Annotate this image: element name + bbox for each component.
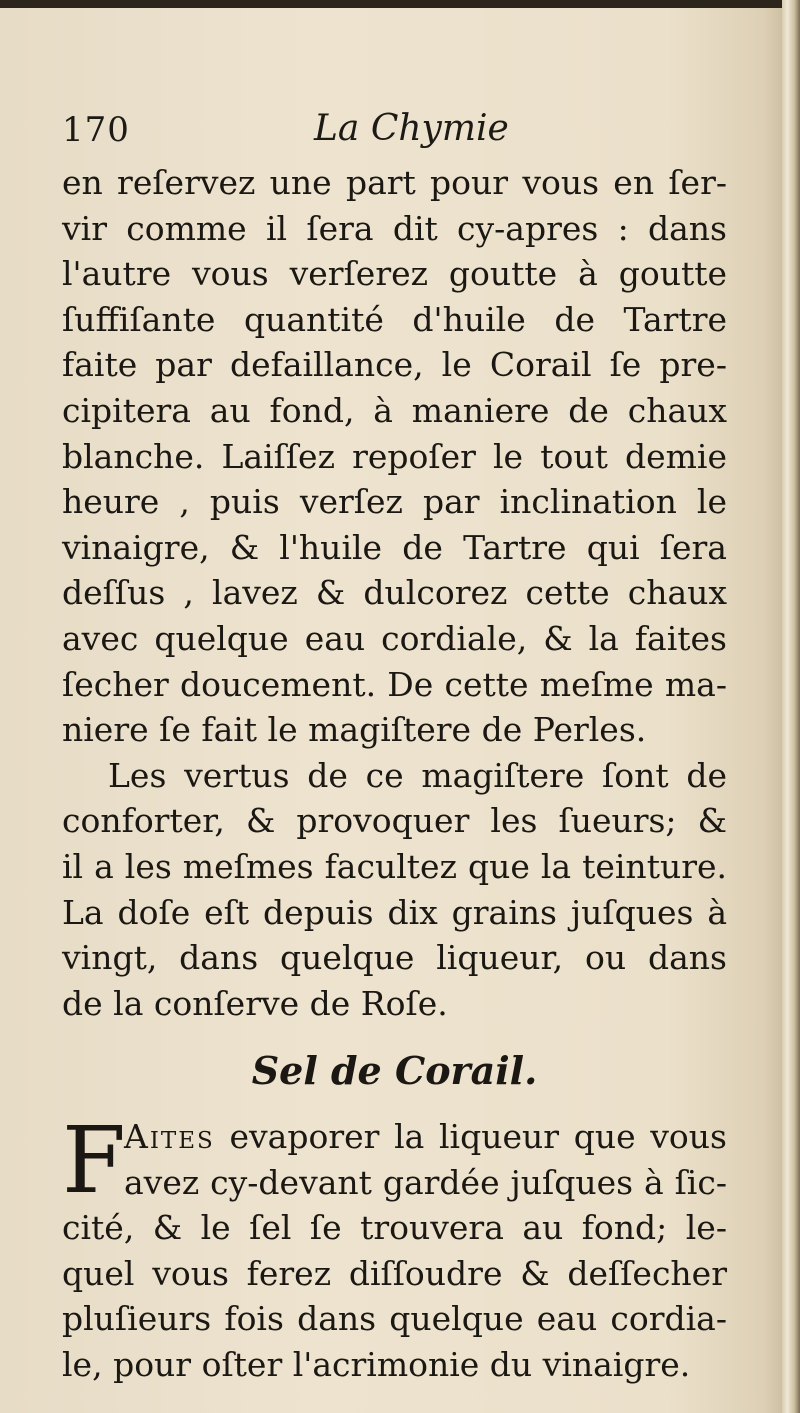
text-line: cité, & le ſel ſe trouvera au fond; le-: [62, 1208, 727, 1248]
drop-cap: F: [62, 1107, 126, 1214]
text-line: avez cy-devant gardée juſques à ſic-: [124, 1162, 727, 1202]
text-line: en reſervez une part pour vous en ſer-: [62, 163, 727, 202]
text-line: niere ſe fait le magiſtere de Perles.: [62, 710, 647, 750]
text-line: faite par defaillance, le Corail ſe pre-: [62, 345, 727, 385]
text-line: le, pour oſter l'acrimonie du vinaigre.: [62, 1344, 691, 1384]
text-line: avec quelque eau cordiale, & la faites: [62, 618, 727, 658]
running-title: La Chymie: [314, 108, 509, 149]
text-line: ſuffiſante quantité d'huile de Tartre: [62, 299, 727, 339]
text-line: [62, 1114, 727, 1160]
main-text: [62, 160, 727, 1026]
line-rest: evaporer la liqueur que vous: [229, 1117, 727, 1156]
text-line: vir comme il ſera dit cy-apres : dans: [62, 208, 727, 248]
text-line: il a les meſmes facultez que la teinture.: [62, 846, 727, 886]
section-heading: Sel de Corail.: [251, 1048, 538, 1093]
text-line: vinaigre, & l'huile de Tartre qui ſera: [62, 527, 727, 567]
text-line: heure , puis verſez par inclination le: [62, 482, 727, 522]
text-line: cipitera au fond, à maniere de chaux: [62, 390, 727, 430]
text-line: deſſus , lavez & dulcorez cette chaux: [62, 573, 727, 613]
page-number: 170: [62, 110, 130, 150]
first-word: Aites: [124, 1117, 215, 1156]
text-line: La doſe eſt depuis dix grains juſques à: [62, 892, 727, 932]
text-line: l'autre vous verſerez goutte à goutte: [62, 254, 727, 294]
section-text: [62, 1107, 727, 1388]
text-line: ſecher doucement. De cette meſme ma-: [62, 664, 727, 704]
text-line: conforter, & provoquer les ſueurs; &: [62, 801, 727, 841]
running-head: [62, 108, 722, 158]
text-line: blanche. Laiſſez repoſer le tout demie: [62, 436, 727, 476]
text-line: quel vous ferez diſſoudre & deſſecher: [62, 1253, 727, 1293]
text-line: pluſieurs fois dans quelque eau cordia-: [62, 1299, 727, 1339]
book-page: [0, 8, 786, 1413]
text-line: Les vertus de ce magiſtere ſont de: [108, 755, 727, 795]
text-line: vingt, dans quelque liqueur, ou dans: [62, 938, 727, 978]
binding-gutter: [782, 0, 800, 1413]
text-line: de la conſerve de Roſe.: [62, 983, 448, 1023]
